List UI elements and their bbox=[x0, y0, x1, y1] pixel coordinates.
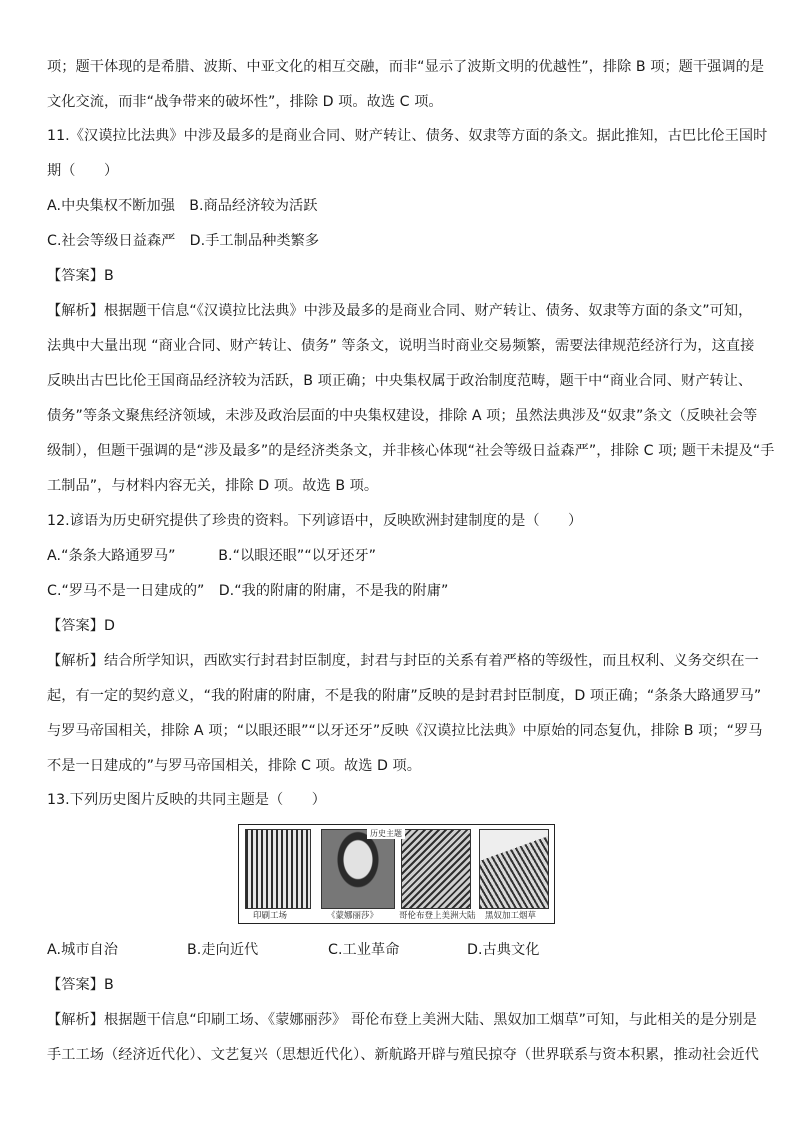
history-pictures-figure bbox=[238, 824, 555, 924]
figure-caption: 印刷工场 bbox=[253, 911, 288, 921]
figure-caption: 哥伦布登上美洲大陆 bbox=[399, 911, 476, 921]
option-a: A.城市自治 bbox=[47, 942, 119, 958]
text-line: 债务”等条文聚焦经济领域，未涉及政治层面的中央集权建设，排除 A 项；虽然法典涉及“奴隶”条文（反映社会等 bbox=[47, 408, 758, 424]
text-line: 手工工场（经济近代化）、文艺复兴（思想近代化）、新航路开辟与殖民掠夺（世界联系与资本积累，推动社会近代 bbox=[47, 1047, 759, 1063]
text-line: 反映出古巴比伦王国商品经济较为活跃，B 项正确；中央集权属于政治制度范畴，题干中“商业合同、财产转让、 bbox=[47, 373, 753, 389]
question-12-options-ab: A.“条条大路通罗马” B.“以眼还眼”“以牙还牙” bbox=[47, 548, 377, 564]
figure-caption: 黑奴加工烟草 bbox=[485, 911, 537, 921]
text-line: 工制品”，与材料内容无关，排除 D 项。故选 B 项。 bbox=[47, 478, 379, 494]
question-13-analysis: 【解析】根据题干信息“印刷工场、《蒙娜丽莎》 哥伦布登上美洲大陆、黑奴加工烟草”可知，与此相关的是分别是 bbox=[47, 1012, 757, 1028]
figure-title: 历史主题 bbox=[367, 828, 405, 839]
question-12-stem: 12.谚语为历史研究提供了珍贵的资料。下列谚语中，反映欧洲封建制度的是（ ） bbox=[47, 513, 583, 529]
question-11-options-ab: A.中央集权不断加强 B.商品经济较为活跃 bbox=[47, 198, 318, 214]
text-line: 法典中大量出现 “商业合同、财产转让、债务” 等条文，说明当时商业交易频繁，需要法律规范经济行为，这直接 bbox=[47, 338, 755, 354]
printing-workshop-picture bbox=[245, 829, 311, 909]
option-c: C.工业革命 bbox=[328, 942, 400, 958]
option-b: B.走向近代 bbox=[187, 942, 259, 958]
question-13-answer: 【答案】B bbox=[47, 977, 114, 993]
text-line: 与罗马帝国相关，排除 A 项；“以眼还眼”“以牙还牙”反映《汉谟拉比法典》中原始的同态复仇，排除 B 项；“罗马 bbox=[47, 723, 763, 739]
question-11-options-cd: C.社会等级日益森严 D.手工制品种类繁多 bbox=[47, 233, 320, 249]
option-d: D.古典文化 bbox=[467, 942, 540, 958]
text-line: 起，有一定的契约意义，“我的附庸的附庸，不是我的附庸”反映的是封君封臣制度，D 项正确；“条条大路通罗马” bbox=[47, 688, 762, 704]
text-line: 文化交流，而非“战争带来的破坏性”，排除 D 项。故选 C 项。 bbox=[47, 94, 443, 110]
text-line: 级制），但题干强调的是“涉及最多”的是经济类条文，并非核心体现“社会等级日益森严”，排除 C 项; 题干未提及“手 bbox=[47, 443, 775, 459]
question-12-answer: 【答案】D bbox=[47, 618, 115, 634]
mona-lisa-picture bbox=[321, 829, 395, 909]
text-line: 项；题干体现的是希腊、波斯、中亚文化的相互交融，而非“显示了波斯文明的优越性”，排除 B 项；题干强调的是 bbox=[47, 59, 765, 75]
question-11-analysis: 【解析】根据题干信息“《汉谟拉比法典》中涉及最多的是商业合同、财产转让、债务、奴隶等方面的条文”可知， bbox=[47, 303, 753, 319]
question-11-answer: 【答案】B bbox=[47, 268, 114, 284]
slaves-tobacco-picture bbox=[479, 829, 549, 909]
question-13-stem: 13.下列历史图片反映的共同主题是（ ） bbox=[47, 792, 326, 808]
question-11-stem: 11.《汉谟拉比法典》中涉及最多的是商业合同、财产转让、债务、奴隶等方面的条文。据此推知，古巴比伦王国时 bbox=[47, 128, 768, 144]
figure-caption: 《蒙娜丽莎》 bbox=[327, 911, 379, 921]
question-11-stem-cont: 期（ ） bbox=[47, 163, 119, 179]
question-12-options-cd: C.“罗马不是一日建成的” D.“我的附庸的附庸，不是我的附庸” bbox=[47, 583, 449, 599]
columbus-landing-picture bbox=[401, 829, 471, 909]
question-12-analysis: 【解析】结合所学知识，西欧实行封君封臣制度，封君与封臣的关系有着严格的等级性，而且权利、义务交织在一 bbox=[47, 653, 759, 669]
text-line: 不是一日建成的”与罗马帝国相关，排除 C 项。故选 D 项。 bbox=[47, 758, 422, 774]
